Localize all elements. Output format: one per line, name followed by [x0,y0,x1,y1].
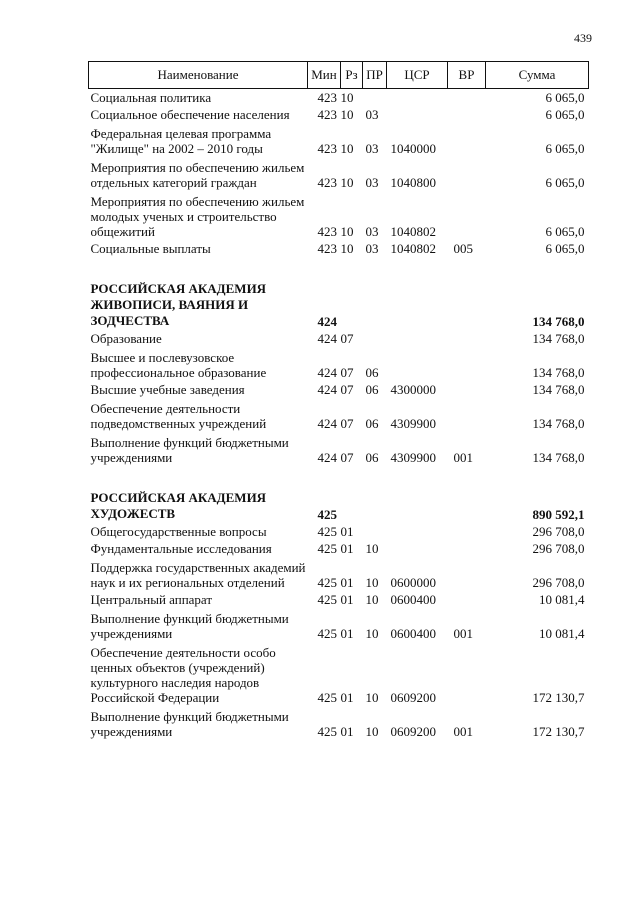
table-row [89,642,589,706]
cell-csr: 4309900 [390,416,436,431]
cell-rz: 01 [340,592,354,607]
cell-csr: 1040802 [390,224,436,239]
cell-name: Общегосударственные вопросы [90,524,267,539]
cell-rz: 10 [340,107,354,122]
spacer-cell [89,466,589,487]
table-row [89,608,589,642]
cell-sum: 296 708,0 [532,524,585,539]
cell-name: Мероприятия по обеспечению жильем отдельных категорий граждан [90,160,305,190]
cell-name: Образование [90,331,162,346]
cell-min: 425 [317,626,337,641]
cell-name: Поддержка государственных академий наук и их региональных отделений [90,560,306,590]
cell-pr: 10 [365,626,379,641]
cell-csr [387,523,448,540]
cell-vr [448,381,486,398]
table-row [89,398,589,432]
cell-csr: 0600400 [390,592,436,607]
cell-rz: 07 [340,365,354,380]
table-row [89,330,589,347]
cell-sum: 172 130,7 [532,724,585,739]
table-header [89,62,589,89]
cell-min: 424 [317,314,337,329]
cell-sum: 296 708,0 [532,575,585,590]
cell-rz: 01 [340,541,354,556]
cell-rz: 01 [340,626,354,641]
page-number: 439 [574,31,592,45]
cell-csr: 0609200 [390,724,436,739]
cell-csr: 0600400 [390,626,436,641]
cell-csr [387,278,448,330]
table-row [89,540,589,557]
cell-name: Фундаментальные исследования [90,541,272,556]
cell-sum: 6 065,0 [545,90,585,105]
cell-pr [363,330,387,347]
spacer-row [89,466,589,487]
cell-name: Высшее и послевузовское профессиональное образование [90,350,267,380]
cell-min: 425 [317,690,337,705]
cell-rz [341,487,363,523]
cell-pr: 03 [365,107,379,122]
cell-csr: 1040800 [390,175,436,190]
cell-rz: 01 [340,575,354,590]
cell-sum: 172 130,7 [532,690,585,705]
table-row [89,706,589,740]
cell-sum: 134 768,0 [532,331,585,346]
cell-pr [363,89,387,107]
cell-rz [341,278,363,330]
cell-csr: 1040802 [390,241,436,256]
table-row [89,347,589,381]
cell-pr: 06 [365,382,379,397]
cell-pr: 06 [365,450,379,465]
table-row [89,432,589,466]
cell-name: Выполнение функций бюджетными учреждениями [90,709,289,739]
header-sum: Сумма [486,62,589,89]
cell-min: 425 [317,575,337,590]
cell-min: 425 [317,507,337,522]
cell-sum: 134 768,0 [532,382,585,397]
cell-rz: 01 [340,724,354,739]
cell-min: 425 [317,541,337,556]
cell-vr [448,557,486,591]
cell-csr [387,106,448,123]
cell-min: 423 [317,90,337,105]
cell-vr [448,540,486,557]
cell-min: 424 [317,382,337,397]
cell-rz: 10 [340,241,354,256]
table-row [89,523,589,540]
cell-sum: 6 065,0 [545,107,585,122]
cell-name: Центральный аппарат [90,592,213,607]
table-row [89,157,589,191]
header-min: Мин [308,62,341,89]
cell-sum: 6 065,0 [545,224,585,239]
cell-min: 425 [317,524,337,539]
cell-rz: 10 [340,224,354,239]
cell-name: Выполнение функций бюджетными учреждениями [90,611,289,641]
cell-vr: 001 [453,626,473,641]
cell-pr: 10 [365,724,379,739]
cell-min: 424 [317,450,337,465]
table-row [89,191,589,240]
cell-name: Выполнение функций бюджетными учреждениями [90,435,289,465]
cell-rz: 07 [340,416,354,431]
cell-rz: 10 [340,175,354,190]
cell-rz: 01 [340,690,354,705]
cell-csr [387,330,448,347]
cell-min: 423 [317,141,337,156]
cell-name: Социальные выплаты [90,241,211,256]
cell-pr: 10 [365,690,379,705]
cell-min: 424 [317,416,337,431]
cell-vr [448,89,486,107]
cell-name: Мероприятия по обеспечению жильем молодых ученых и строительство общежитий [90,194,305,239]
cell-min: 425 [317,592,337,607]
cell-sum: 134 768,0 [532,450,585,465]
cell-pr [363,523,387,540]
cell-vr [448,591,486,608]
table-body [89,89,589,741]
table-row [89,240,589,257]
table-row [89,591,589,608]
header-rz: Рз [341,62,363,89]
cell-vr [448,523,486,540]
cell-min: 423 [317,107,337,122]
cell-vr [448,106,486,123]
organization-row [89,487,589,523]
header-vr: ВР [448,62,486,89]
cell-min: 423 [317,241,337,256]
cell-sum: 10 081,4 [539,592,585,607]
cell-name: РОССИЙСКАЯ АКАДЕМИЯ ЖИВОПИСИ, ВАЯНИЯ И ЗОДЧЕСТВА [90,281,267,328]
cell-name: Федеральная целевая программа "Жилище" на 2002 – 2010 годы [90,126,272,156]
cell-min: 423 [317,224,337,239]
cell-pr: 06 [365,416,379,431]
cell-pr: 03 [365,175,379,190]
cell-csr: 4309900 [390,450,436,465]
table-row [89,106,589,123]
cell-pr [363,487,387,523]
organization-row [89,278,589,330]
cell-min: 425 [317,724,337,739]
cell-sum: 6 065,0 [545,175,585,190]
cell-rz: 10 [340,90,354,105]
cell-name: Социальная политика [90,90,212,105]
cell-pr: 06 [365,365,379,380]
cell-csr [387,540,448,557]
cell-pr: 10 [365,541,379,556]
cell-csr [387,347,448,381]
cell-sum: 6 065,0 [545,241,585,256]
cell-min: 424 [317,331,337,346]
cell-rz: 10 [340,141,354,156]
cell-rz: 07 [340,450,354,465]
cell-csr: 0609200 [390,690,436,705]
cell-sum: 134 768,0 [532,416,585,431]
cell-sum: 134 768,0 [532,365,585,380]
cell-vr [448,157,486,191]
cell-sum: 890 592,1 [532,507,585,522]
budget-table [88,61,589,740]
cell-vr: 001 [453,724,473,739]
table-row [89,89,589,107]
cell-sum: 10 081,4 [539,626,585,641]
cell-vr [448,330,486,347]
cell-vr [448,642,486,706]
cell-pr: 03 [365,224,379,239]
cell-pr: 10 [365,592,379,607]
spacer-row [89,257,589,278]
cell-name: Социальное обеспечение населения [90,107,290,122]
cell-vr: 001 [453,450,473,465]
cell-name: Высшие учебные заведения [90,382,245,397]
cell-pr: 10 [365,575,379,590]
header-name: Наименование [89,62,308,89]
cell-min: 424 [317,365,337,380]
table-row [89,557,589,591]
cell-name: Обеспечение деятельности особо ценных объектов (учреждений) культурного наследия народов Российской Федерации [90,645,276,705]
cell-vr [448,278,486,330]
cell-csr [387,487,448,523]
cell-name: РОССИЙСКАЯ АКАДЕМИЯ ХУДОЖЕСТВ [90,490,267,521]
cell-vr [448,347,486,381]
table-row [89,123,589,157]
header-pr: ПР [363,62,387,89]
cell-pr [363,278,387,330]
cell-csr: 4300000 [390,382,436,397]
cell-sum: 296 708,0 [532,541,585,556]
cell-vr [448,487,486,523]
spacer-cell [89,257,589,278]
cell-csr: 0600000 [390,575,436,590]
cell-pr: 03 [365,241,379,256]
cell-sum: 6 065,0 [545,141,585,156]
cell-name: Обеспечение деятельности подведомственных учреждений [90,401,267,431]
cell-sum: 134 768,0 [532,314,585,329]
cell-vr [448,123,486,157]
table-row [89,381,589,398]
cell-csr: 1040000 [390,141,436,156]
cell-rz: 07 [340,331,354,346]
cell-rz: 07 [340,382,354,397]
cell-vr: 005 [453,241,473,256]
cell-vr [448,398,486,432]
cell-vr [448,191,486,240]
cell-rz: 01 [340,524,354,539]
header-csr: ЦСР [387,62,448,89]
cell-pr: 03 [365,141,379,156]
cell-min: 423 [317,175,337,190]
cell-csr [387,89,448,107]
